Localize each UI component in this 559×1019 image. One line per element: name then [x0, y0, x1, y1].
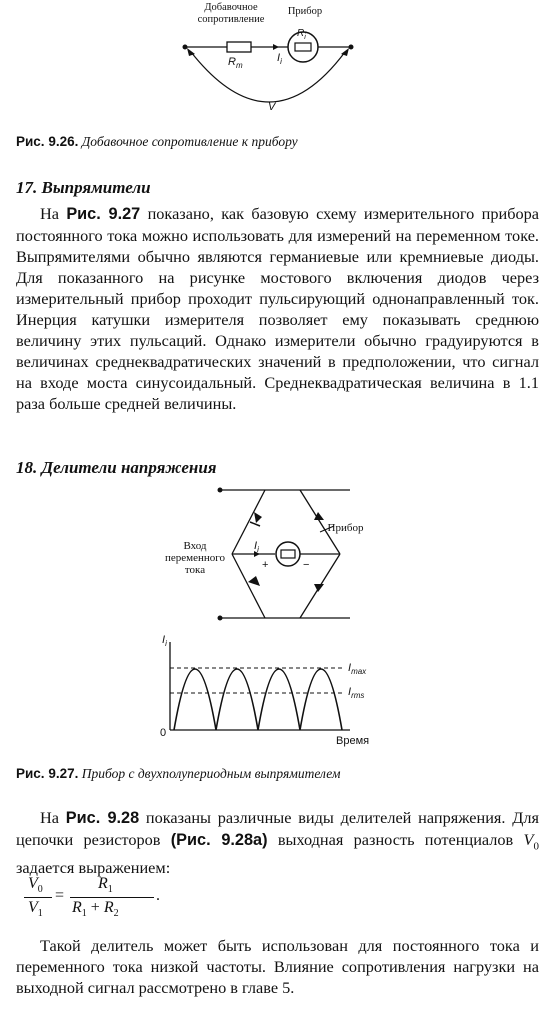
- divider-paragraph: На Рис. 9.28 показаны различные виды делителей напряжения. Для цепочки резисторов (Рис. 9.28а) выходная разность потенциалов $V_0$ задается выражением:: [16, 808, 539, 878]
- section-18-heading: 18. Делители напряжения: [16, 458, 217, 477]
- resistor-rm: [227, 42, 251, 52]
- final-paragraph: Такой делитель может быть использован для постоянного тока и переменного тока низкой частоты. Влияние сопротивления нагрузки на выходной сигнал рассмотрено в главе 5.: [16, 936, 539, 997]
- meter-resistor: [295, 43, 311, 51]
- rm-label: $R_m$: [228, 56, 243, 71]
- figure-9-26-caption: Рис. 9.26. Добавочное сопротивление к прибору: [16, 134, 298, 149]
- ii-label: $I_i$: [277, 52, 282, 67]
- zero-label: 0: [160, 727, 167, 739]
- input-label: Вход переменного тока: [164, 540, 225, 576]
- formula: $V_0$ $V_1$ = $R_1$ $R_1 + R_2$ .: [18, 875, 218, 923]
- diode-1: [254, 512, 262, 523]
- diode-4: [314, 584, 324, 592]
- axis-y-label: $I_i$: [162, 634, 167, 649]
- diode-2: [248, 576, 260, 586]
- waveform-chart: [150, 638, 410, 743]
- ri-label: $R_i$: [297, 28, 306, 41]
- minus-sign: −: [303, 559, 310, 571]
- bridge-ii-label: $I_i$: [254, 540, 259, 555]
- plus-sign: +: [262, 559, 269, 571]
- section-17-paragraph: На Рис. 9.27 показано, как базовую схему измерительного прибора постоянного тока можно использовать для измерений на переменном токе. Выпрямителями обычно являются германиевые или кремниевые диоды. Для показанного на рисунке мостового включения диодов через измерительный прибор проходит пульсирующий однонаправленный ток. Инерция катушки измерителя позволяет ему показывать среднюю величину этих пульсаций. Однако измерители обычно градуируются в величинах среднеквадратических значений в предположении, что сигнал на входе моста синусоидальный. Среднеквадратическая величина в 1.1 раза больше средней величины.: [16, 204, 539, 413]
- bridge-device-label: Прибор: [327, 522, 364, 534]
- imax-label: $I_{max}$: [348, 662, 367, 677]
- irms-label: $I_{rms}$: [348, 686, 365, 701]
- device-label: Прибор: [287, 6, 323, 17]
- v-label: V: [268, 101, 276, 113]
- resistor-label: Добавочное сопротивление: [197, 2, 265, 25]
- section-17-heading: 17. Выпрямители: [16, 178, 151, 197]
- rectified-wave: [174, 669, 342, 730]
- axis-x-label: Время: [336, 735, 370, 747]
- figure-9-27-waveform: [150, 638, 410, 743]
- figure-9-27-caption: Рис. 9.27. Прибор с двухполупериодным выпрямителем: [16, 766, 341, 781]
